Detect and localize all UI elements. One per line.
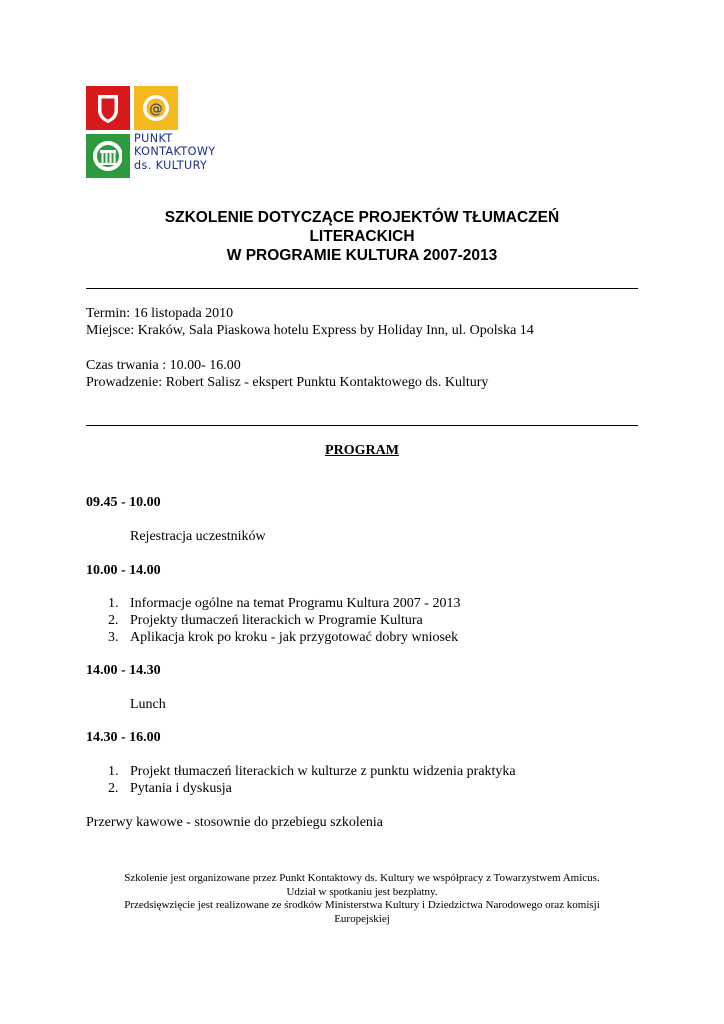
divider-bottom bbox=[86, 425, 638, 426]
footer-line-1: Szkolenie jest organizowane przez Punkt Kontaktowy ds. Kultury we współpracy z Towarzystwem Amicus. bbox=[124, 872, 600, 884]
logo-line-2: KONTAKTOWY bbox=[134, 145, 216, 159]
footer-line-2: Udział w spotkaniu jest bezpłatny. bbox=[286, 885, 438, 898]
list-item: 1. Informacje ogólne na temat Programu Kultura 2007 - 2013 bbox=[108, 596, 461, 611]
footer-line-3: Przedsięwzięcie jest realizowane ze środków Ministerstwa Kultury i Dziedzictwa Narodowego oraz komisji bbox=[124, 899, 600, 912]
title-line-1: SZKOLENIE DOTYCZĄCE PROJEKTÓW TŁUMACZEŃ bbox=[164, 209, 560, 226]
footer-line-4: Europejskiej bbox=[334, 912, 390, 925]
breaks-note: Przerwy kawowe - stosownie do przebiegu szkolenia bbox=[86, 815, 384, 830]
divider-top bbox=[86, 288, 638, 289]
logo-line-3: ds. KULTURY bbox=[134, 158, 208, 172]
time-slot-3: 14.00 - 14.30 bbox=[86, 663, 161, 678]
time-slot-1: 09.45 - 10.00 bbox=[86, 495, 161, 510]
logo-at-icon: @ bbox=[149, 102, 163, 117]
footer bbox=[86, 872, 638, 926]
logo bbox=[86, 86, 234, 178]
time-slot-4: 14.30 - 16.00 bbox=[86, 730, 161, 745]
document-title bbox=[86, 208, 638, 265]
info-miejsce: Miejsce: Kraków, Sala Piaskowa hotelu Express by Holiday Inn, ul. Opolska 14 bbox=[86, 323, 534, 338]
list-item: 1. Projekt tłumaczeń literackich w kulturze z punktu widzenia praktyka bbox=[108, 764, 516, 779]
logo-line-1: PUNKT bbox=[134, 132, 173, 145]
slot-3-text: Lunch bbox=[130, 697, 166, 712]
logo-text bbox=[134, 132, 216, 172]
slot-4-list bbox=[86, 763, 516, 797]
program-heading: PROGRAM bbox=[325, 443, 399, 458]
slot-2-list bbox=[86, 595, 460, 646]
info-czas: Czas trwania : 10.00- 16.00 bbox=[86, 358, 241, 373]
info-prowadzenie: Prowadzenie: Robert Salisz - ekspert Punktu Kontaktowego ds. Kultury bbox=[86, 375, 489, 390]
list-item: 2. Pytania i dyskusja bbox=[108, 781, 232, 796]
time-slot-2: 10.00 - 14.00 bbox=[86, 563, 161, 578]
slot-1-text: Rejestracja uczestników bbox=[130, 529, 266, 544]
list-item: 3. Aplikacja krok po kroku - jak przygotować dobry wniosek bbox=[108, 630, 459, 645]
list-item: 2. Projekty tłumaczeń literackich w Programie Kultura bbox=[108, 613, 423, 628]
title-line-3: W PROGRAMIE KULTURA 2007-2013 bbox=[226, 247, 498, 264]
info-termin: Termin: 16 listopada 2010 bbox=[86, 306, 234, 321]
title-line-2: LITERACKICH bbox=[309, 228, 415, 245]
